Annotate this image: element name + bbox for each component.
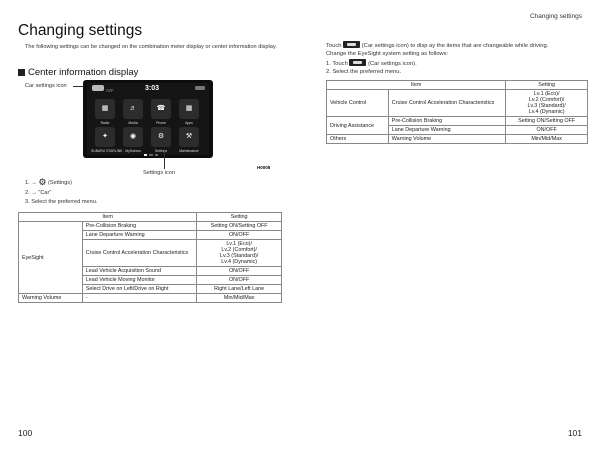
step-1 [25,178,97,189]
setting-line: Lv.2 (Comfort)/ [221,247,257,253]
table-cell-setting: Setting ON/Setting OFF [197,222,282,231]
step-2: 2. Select the preferred menu. [326,69,402,75]
setting-line: Lv.4 (Dynamic) [528,109,565,115]
tile-label: Phone [156,121,166,125]
page-number-left: 100 [18,428,33,438]
gear-icon: ⚙ [157,133,165,140]
center-display-screen [83,80,213,158]
temperature-readout: 71°F [106,89,114,93]
settings-table-driving [326,80,588,144]
table-cell-setting: ON/OFF [197,267,282,276]
setting-line: Lv.1 (Eco)/ [533,91,560,97]
table-header-setting: Setting [197,213,282,222]
table-cell-item: Select Drive on Left/Drive on Right [82,285,197,294]
para-text: Touch [326,43,342,49]
table-group-warning-volume: Warning Volume [19,294,83,303]
setting-line: Lv.3 (Standard)/ [220,253,259,259]
table-cell-setting: Min/Mid/Max [197,294,282,303]
table-group-vehicle-control: Vehicle Control [327,90,389,117]
step-text: 1. Touch [326,61,348,67]
table-cell-setting: Right Lane/Left Lane [197,285,282,294]
table-header-row [327,81,588,90]
media-icon: ♬ [129,105,137,112]
table-cell-setting: Min/Mid/Max [506,135,588,144]
table-header-row [19,213,282,222]
table-row [327,117,588,126]
right-page [300,0,600,450]
tile-mysubaru[interactable] [123,127,143,153]
tile-label: MySubaru [125,149,141,153]
tile-label: Media [128,121,138,125]
phone-icon: ☎ [156,105,166,112]
table-group-eyesight: EyeSight [19,222,83,294]
table-cell-setting: Setting ON/Setting OFF [506,117,588,126]
tile-media[interactable] [123,99,143,125]
table-cell-item: Lane Departure Warning [388,126,505,135]
table-cell-setting [506,90,588,117]
tile-label: SUBARU STARLINK [91,149,123,153]
running-head: Changing settings [529,13,582,20]
settings-table [18,212,282,303]
page-title: Changing settings [18,22,143,39]
car-settings-icon [349,59,366,66]
tile-phone[interactable] [151,99,171,125]
table-row [327,135,588,144]
table-cell-item: Pre-Collision Braking [388,117,505,126]
tile-radio[interactable] [95,99,115,125]
table-cell-item: Lane Departure Warning [82,231,197,240]
table-row [19,222,282,231]
setting-line: Lv.4 (Dynamic) [221,259,258,265]
table-cell-item: Pre-Collision Braking [82,222,197,231]
eyesight-paragraph: Change the EyeSight system setting as follows: [326,51,449,57]
setting-line: Lv.3 (Standard)/ [527,103,566,109]
tile-maintenance[interactable] [179,127,199,153]
steps-list [25,178,97,208]
intro-text: The following settings can be changed on the combination meter display or center information display. [25,44,277,50]
step-text: (Car settings icon). [368,61,417,67]
radio-icon: ▦ [101,105,109,112]
para-text: (Car settings icon) to disp ay the items that are changeable while driving. [361,43,549,49]
table-cell-item: - [82,294,197,303]
table-group-driving-assistance: Driving Assistance [327,117,389,135]
table-cell-setting: ON/OFF [197,231,282,240]
table-header-setting: Setting [506,81,588,90]
page-number-right: 101 [567,428,582,438]
figure-code: H0008 [257,165,271,170]
table-cell-setting [197,240,282,267]
table-cell-item: Lead Vehicle Moving Monitor [82,276,197,285]
tile-starlink[interactable] [91,127,123,153]
table-cell-item: Lead Vehicle Acquisition Sound [82,267,197,276]
table-cell-setting: ON/OFF [197,276,282,285]
apps-icon: ▦ [185,105,193,112]
tile-label: Maintenance [179,149,199,153]
clock-readout: 3:03 [145,85,160,92]
section-heading [18,67,138,78]
table-cell-setting: ON/OFF [506,126,588,135]
car-settings-icon [343,41,360,48]
table-group-others: Others [327,135,389,144]
setting-line: Lv.1 (Eco)/ [226,241,252,247]
page-indicator [144,154,158,156]
table-cell-item: Cruise Control Acceleration Characteristics [388,90,505,117]
gear-icon: ⚙ [38,177,47,187]
callout-line-settings [164,151,165,169]
car-settings-icon[interactable] [92,85,104,91]
setting-line: Lv.2 (Comfort)/ [528,97,565,103]
step-1-suffix: (Settings) [48,180,72,186]
mysubaru-icon: ◉ [129,133,137,140]
tile-label: Settings [154,149,168,153]
table-row [327,90,588,117]
tile-apps[interactable] [179,99,199,125]
wrench-icon: ⚒ [185,133,193,140]
tile-label: Apps [185,121,193,125]
callout-settings: Settings icon [143,170,176,176]
section-heading-text: Center information display [28,67,139,78]
table-cell-item: Cruise Control Acceleration Characteristics [82,240,197,267]
tile-settings[interactable] [151,127,171,153]
table-header-item: Item [19,213,197,222]
table-header-item: Item [327,81,506,90]
status-indicator-icon [195,86,205,90]
table-cell-item: Warning Volume [388,135,505,144]
starlink-icon: ✦ [102,133,108,140]
step-3: 3. Select the preferred menu. [25,199,98,205]
square-bullet-icon [18,69,25,76]
step-1-prefix: 1. → [25,180,37,186]
step-2: 2. → "Car" [25,189,52,196]
tile-label: Radio [100,121,110,125]
callout-car-settings: Car settings icon [25,83,67,89]
table-row [19,294,282,303]
